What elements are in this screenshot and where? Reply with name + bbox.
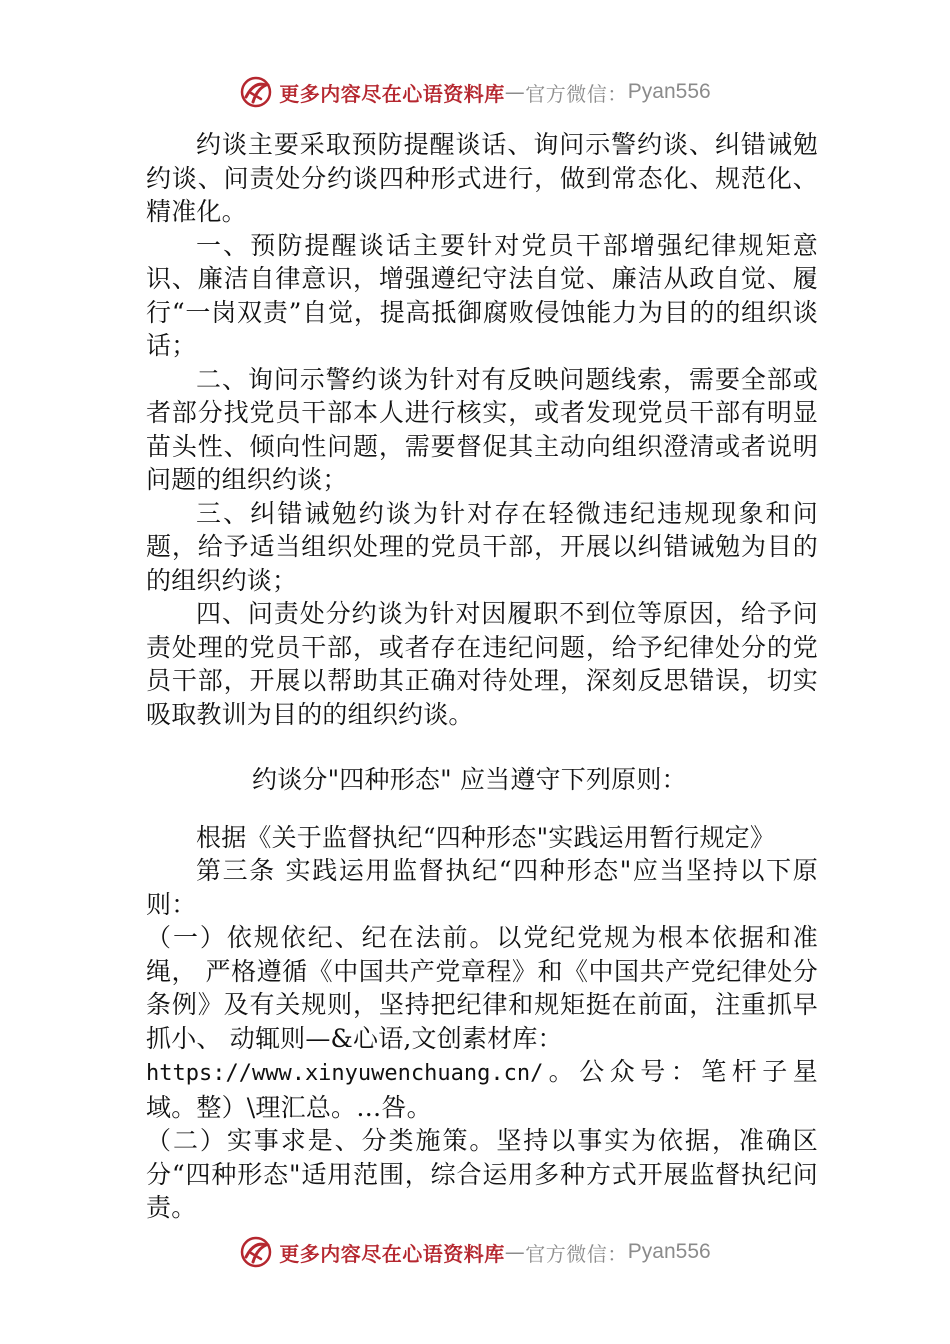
item-paragraph-1: 一、预防提醒谈话主要针对党员干部增强纪律规矩意识、廉洁自律意识，增强遵纪守法自觉、廉洁从政自觉、履行“一岗双责”自觉，提高抵御腐败侵蚀能力为目的的组织谈话；: [146, 230, 818, 360]
header-brand-text: 更多内容尽在心语资料库: [279, 81, 505, 106]
basis-paragraph: 根据《关于监督执纪“四种形态"实践运用暂行规定》: [196, 822, 776, 852]
footer-banner: [0, 1230, 950, 1274]
brand-logo-icon: [239, 1235, 273, 1269]
footer-brand-text: 更多内容尽在心语资料库: [279, 1241, 505, 1266]
article-paragraph: 第三条 实践运用监督执纪“四种形态"应当坚持以下原则：: [146, 856, 818, 919]
item-paragraph-3: 三、纠错诫勉约谈为针对存在轻微违纪违规现象和问题，给予适当组织处理的党员干部，开展以纠错诫勉为目的的组织约谈；: [146, 498, 818, 595]
principle-1-url[interactable]: https://www.xinyuwenchuang.cn/: [146, 1061, 544, 1086]
item-paragraph-4: 四、问责处分约谈为针对因履职不到位等原因，给予问责处理的党员干部，或者存在违纪问题，给予纪律处分的党员干部，开展以帮助其正确对待处理，深刻反思错误，切实吸取教训为目的的组织约谈。: [146, 599, 818, 729]
footer-contact-label: 官方微信：: [525, 1241, 628, 1266]
brand-logo-icon: [239, 75, 273, 109]
principle-1-paragraph: [146, 921, 818, 1124]
principle-1-tail: 。公众号：笔杆子星域。整）\理汇总。…咎。: [146, 1057, 818, 1122]
header-banner: [0, 70, 950, 114]
principle-1-text: （一）依规依纪、纪在法前。以党纪党规为根本依据和准绳， 严格遵循《中国共产党章程》和《中国共产党纪律处分条例》及有关规则，坚持把纪律和规矩挺在前面，注重抓早抓小、 动辄则—&心语,文创素材库：: [146, 923, 818, 1053]
intro-paragraph: 约谈主要采取预防提醒谈话、询问示警约谈、纠错诫勉约谈、问责处分约谈四种形式进行，做到常态化、规范化、 精准化。: [146, 130, 818, 226]
section-heading: 约谈分"四种形态" 应当遵守下列原则：: [252, 765, 687, 794]
item-paragraph-2: 二、询问示警约谈为针对有反映问题线索，需要全部或者部分找党员干部本人进行核实，或者发现党员干部有明显苗头性、倾向性问题，需要督促其主动向组织澄清或者说明问题的组织约谈；: [146, 364, 818, 494]
footer-contact-id: Pyan556: [627, 1240, 711, 1263]
header-contact-id: Pyan556: [627, 80, 711, 103]
footer-separator: —: [504, 1240, 526, 1264]
header-separator: —: [504, 80, 526, 104]
document-body: [146, 128, 818, 1225]
principle-2-paragraph: （二）实事求是、分类施策。坚持以事实为依据，准确区分“四种形态"适用范围，综合运用多种方式开展监督执纪问责。: [146, 1126, 818, 1222]
header-contact-label: 官方微信：: [525, 81, 628, 106]
